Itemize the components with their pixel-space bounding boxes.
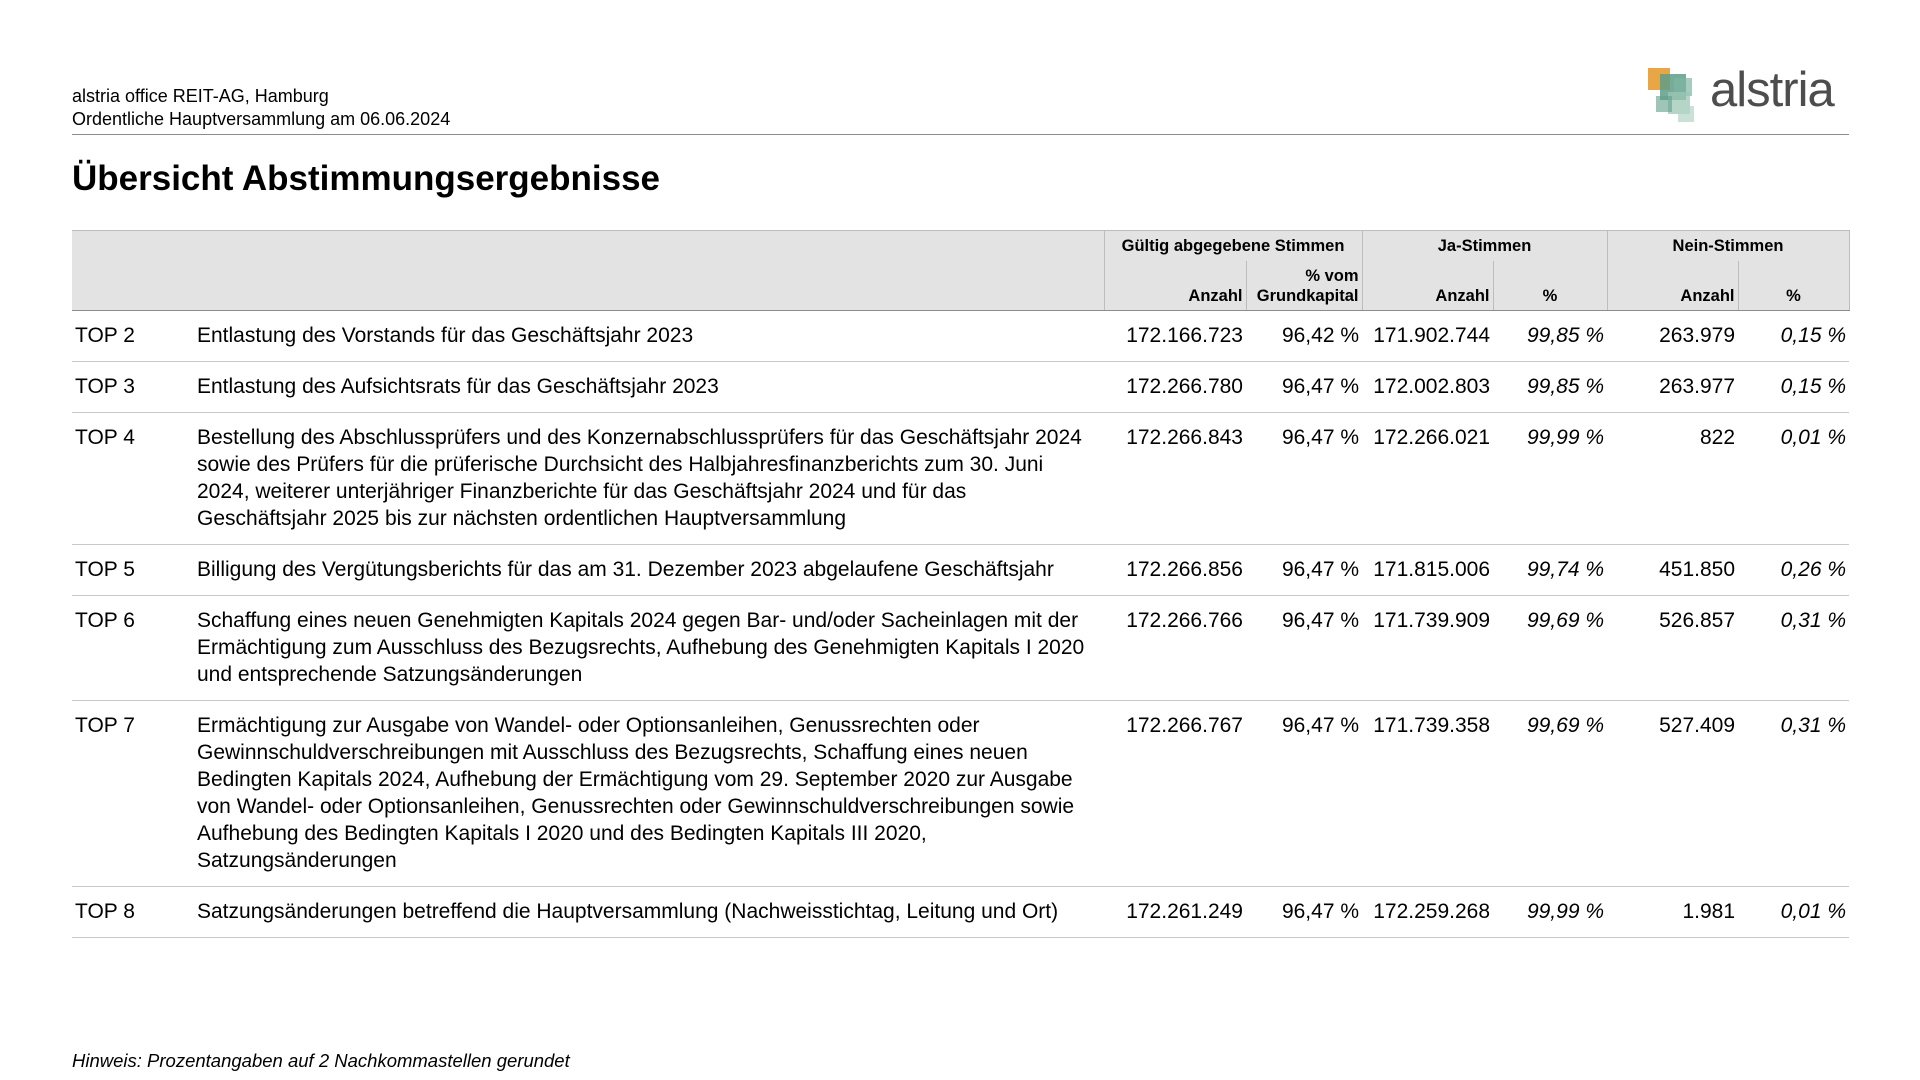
header-valid-votes: Gültig abgegebene Stimmen: [1104, 231, 1362, 262]
agenda-item-label: TOP 7: [72, 701, 194, 887]
no-votes-pct: 0,01 %: [1738, 413, 1849, 545]
no-votes-pct: 0,31 %: [1738, 701, 1849, 887]
valid-votes-pct: 96,47 %: [1246, 545, 1362, 596]
agenda-item-description: Satzungsänderungen betreffend die Hauptversammlung (Nachweisstichtag, Leitung und Ort): [194, 887, 1104, 938]
voting-results-table: [72, 230, 1849, 938]
page-title: Übersicht Abstimmungsergebnisse: [72, 159, 661, 198]
valid-votes-pct: 96,47 %: [1246, 362, 1362, 413]
agenda-item-label: TOP 8: [72, 887, 194, 938]
agenda-item-description: Bestellung des Abschlussprüfers und des Konzernabschlussprüfers für das Geschäftsjahr 2024 sowie des Prüfers für die prüferische Durchsicht des Halbjahresfinanzberichts zum 30. Juni 2024, weiterer unterjähriger Finanzberichte für das Geschäftsjahr 2024 und für das Geschäftsjahr 2025 bis zur nächsten ordentlichen Hauptversammlung: [194, 413, 1104, 545]
logo-wordmark: alstria: [1710, 63, 1834, 117]
no-votes-count: 822: [1607, 413, 1738, 545]
yes-votes-pct: 99,74 %: [1493, 545, 1607, 596]
meeting-date: Ordentliche Hauptversammlung am 06.06.2024: [72, 109, 451, 129]
valid-votes-count: 172.266.843: [1104, 413, 1246, 545]
agenda-item-label: TOP 5: [72, 545, 194, 596]
yes-votes-count: 172.002.803: [1362, 362, 1493, 413]
valid-votes-pct: 96,47 %: [1246, 887, 1362, 938]
yes-votes-pct: 99,99 %: [1493, 887, 1607, 938]
no-votes-pct: 0,26 %: [1738, 545, 1849, 596]
yes-votes-count: 171.902.744: [1362, 311, 1493, 362]
yes-votes-count: 171.739.358: [1362, 701, 1493, 887]
header-yes-votes: Ja-Stimmen: [1362, 231, 1607, 262]
header-divider: [72, 134, 1849, 135]
table-row: [72, 545, 1849, 596]
yes-votes-pct: 99,85 %: [1493, 311, 1607, 362]
header-valid-count: Anzahl: [1104, 261, 1246, 311]
valid-votes-count: 172.266.780: [1104, 362, 1246, 413]
valid-votes-count: 172.166.723: [1104, 311, 1246, 362]
no-votes-pct: 0,01 %: [1738, 887, 1849, 938]
table-row: [72, 887, 1849, 938]
agenda-item-label: TOP 6: [72, 596, 194, 701]
agenda-item-description: Entlastung des Aufsichtsrats für das Geschäftsjahr 2023: [194, 362, 1104, 413]
valid-votes-count: 172.266.856: [1104, 545, 1246, 596]
table-row: [72, 596, 1849, 701]
table-row: [72, 413, 1849, 545]
yes-votes-pct: 99,85 %: [1493, 362, 1607, 413]
logo-mark-icon: [1648, 66, 1712, 130]
table-row: [72, 311, 1849, 362]
yes-votes-pct: 99,69 %: [1493, 701, 1607, 887]
no-votes-count: 263.977: [1607, 362, 1738, 413]
table-group-header-row: [72, 231, 1849, 262]
no-votes-count: 527.409: [1607, 701, 1738, 887]
valid-votes-count: 172.266.766: [1104, 596, 1246, 701]
no-votes-pct: 0,31 %: [1738, 596, 1849, 701]
yes-votes-count: 172.259.268: [1362, 887, 1493, 938]
header-no-votes: Nein-Stimmen: [1607, 231, 1849, 262]
header-valid-pct: % vom Grundkapital: [1246, 261, 1362, 311]
header-blank-sub: [72, 261, 1104, 311]
no-votes-count: 1.981: [1607, 887, 1738, 938]
agenda-item-label: TOP 3: [72, 362, 194, 413]
agenda-item-description: Schaffung eines neuen Genehmigten Kapitals 2024 gegen Bar- und/oder Sacheinlagen mit der Ermächtigung zum Ausschluss des Bezugsrechts, Aufhebung des Genehmigten Kapitals I 2020 und entsprechende Satzungsänderungen: [194, 596, 1104, 701]
header-no-pct: %: [1738, 261, 1849, 311]
yes-votes-pct: 99,99 %: [1493, 413, 1607, 545]
table-row: [72, 362, 1849, 413]
agenda-item-description: Billigung des Vergütungsberichts für das am 31. Dezember 2023 abgelaufene Geschäftsjahr: [194, 545, 1104, 596]
no-votes-count: 526.857: [1607, 596, 1738, 701]
valid-votes-pct: 96,47 %: [1246, 413, 1362, 545]
agenda-item-description: Ermächtigung zur Ausgabe von Wandel- oder Optionsanleihen, Genussrechten oder Gewinnschuldverschreibungen mit Ausschluss des Bezugsrechts, Schaffung eines neuen Bedingten Kapitals 2024, Aufhebung der Ermächtigung vom 29. September 2020 zur Ausgabe von Wandel- oder Optionsanleihen, Genussrechten oder Gewinnschuldverschreibungen sowie Aufhebung des Bedingten Kapitals I 2020 und des Bedingten Kapitals III 2020, Satzungsänderungen: [194, 701, 1104, 887]
yes-votes-count: 171.815.006: [1362, 545, 1493, 596]
table-row: [72, 701, 1849, 887]
header-yes-pct: %: [1493, 261, 1607, 311]
alstria-logo: [1648, 63, 1853, 130]
agenda-item-label: TOP 2: [72, 311, 194, 362]
valid-votes-pct: 96,47 %: [1246, 701, 1362, 887]
no-votes-count: 263.979: [1607, 311, 1738, 362]
table-sub-header-row: [72, 261, 1849, 311]
no-votes-pct: 0,15 %: [1738, 362, 1849, 413]
no-votes-pct: 0,15 %: [1738, 311, 1849, 362]
valid-votes-pct: 96,42 %: [1246, 311, 1362, 362]
valid-votes-pct: 96,47 %: [1246, 596, 1362, 701]
no-votes-count: 451.850: [1607, 545, 1738, 596]
agenda-item-label: TOP 4: [72, 413, 194, 545]
yes-votes-pct: 99,69 %: [1493, 596, 1607, 701]
valid-votes-count: 172.266.767: [1104, 701, 1246, 887]
valid-votes-count: 172.261.249: [1104, 887, 1246, 938]
yes-votes-count: 171.739.909: [1362, 596, 1493, 701]
yes-votes-count: 172.266.021: [1362, 413, 1493, 545]
footnote: Hinweis: Prozentangaben auf 2 Nachkommastellen gerundet: [72, 1050, 570, 1071]
header-blank: [72, 231, 1104, 262]
agenda-item-description: Entlastung des Vorstands für das Geschäftsjahr 2023: [194, 311, 1104, 362]
header-yes-count: Anzahl: [1362, 261, 1493, 311]
header-no-count: Anzahl: [1607, 261, 1738, 311]
company-name: alstria office REIT-AG, Hamburg: [72, 86, 329, 106]
